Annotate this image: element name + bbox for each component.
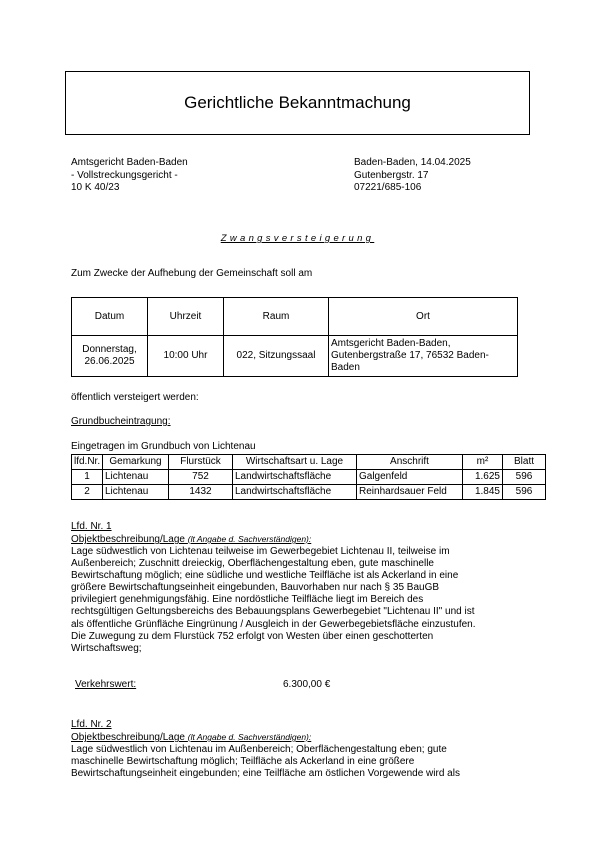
phone-number: 07221/685-106 [354, 182, 422, 193]
date-contact-block [354, 157, 471, 195]
schedule-datum [72, 336, 148, 377]
lfd1-line: Bewirtschaftung möglich; eine südliche und westliche Teilfläche ist als Ackerland in eine [71, 570, 459, 582]
lfd1-line: größere Bewirtschaftungseinheit eingebunden, Bauvorhaben nur nach § 35 BauGB [71, 582, 440, 594]
schedule-header-row [72, 298, 518, 336]
lfd1-heading: Lfd. Nr. 1 [71, 521, 112, 532]
lfd2-line: Lage südwestlich von Lichtenau im Außenbereich; Oberflächengestaltung eben; gute [71, 744, 447, 755]
court-address-block [71, 157, 188, 195]
schedule-uhrzeit: 10:00 Uhr [148, 336, 224, 377]
parcels-header-anschrift: Anschrift [357, 455, 463, 470]
parcels-header-flurstueck: Flurstück [169, 455, 233, 470]
lfd1-line: Lage südwestlich von Lichtenau teilweise im Gewerbegebiet Lichtenau II, teilweise im [71, 546, 450, 557]
parcels-header-wirtschaftsart: Wirtschaftsart u. Lage [233, 455, 357, 470]
parcels-header-gemarkung: Gemarkung [103, 455, 169, 470]
lfd1-verkehrswert-label: Verkehrswert: [75, 679, 137, 690]
parcels-header-m2: m² [463, 455, 503, 470]
parcel-nr: 1 [72, 470, 103, 485]
parcels-header-nr: lfd.Nr. [72, 455, 103, 470]
lfd2-description [71, 744, 523, 780]
parcel-m2: 1.845 [463, 485, 503, 500]
lfd2-objektbeschreibung [71, 731, 311, 744]
street-address: Gutenbergstr. 17 [354, 169, 429, 181]
lfd1-line: Außenbereich; Zuschnitt dreieckig, Oberflächengestaltung eben, gute maschinelle [71, 558, 434, 570]
schedule-header-ort: Ort [329, 298, 518, 336]
schedule-header-uhrzeit: Uhrzeit [148, 298, 224, 336]
schedule-row [72, 336, 518, 377]
schedule-table [71, 297, 518, 377]
lfd2-obj-hint: (lt Angabe d. Sachverständigen): [187, 732, 312, 742]
lfd1-line: Die Zuwegung zu dem Flurstück 752 erfolgt von Westen über einen geschotterten [71, 630, 434, 642]
parcel-nr: 2 [72, 485, 103, 500]
table-row [72, 470, 546, 485]
lfd1-description [71, 546, 523, 655]
parcel-flurstueck: 1432 [169, 485, 233, 500]
lfd1-line: als öffentliche Grünfläche Eingrünung / Ausgleich in der Gewerbegebietsfläche einzustufen. [71, 618, 476, 630]
place-date: Baden-Baden, 14.04.2025 [354, 157, 471, 168]
schedule-date: 26.06.2025 [84, 356, 135, 367]
parcel-flurstueck: 752 [169, 470, 233, 485]
lfd2-line: maschinelle Bewirtschaftung möglich; Teilfläche als Ackerland in eine größere [71, 756, 415, 768]
lfd1-objektbeschreibung [71, 533, 311, 546]
intro-text: Zum Zwecke der Aufhebung der Gemeinschaft soll am [71, 268, 313, 279]
schedule-header-datum: Datum [72, 298, 148, 336]
parcel-wirtschaftsart: Landwirtschaftsfläche [233, 485, 357, 500]
court-department: - Vollstreckungsgericht - [71, 169, 178, 181]
eingetragen-text: Eingetragen im Grundbuch von Lichtenau [71, 441, 256, 452]
lfd1-obj-hint: (lt Angabe d. Sachverständigen): [187, 534, 312, 544]
parcels-header-row [72, 455, 546, 470]
parcel-gemarkung: Lichtenau [103, 470, 169, 485]
parcel-blatt: 596 [503, 470, 546, 485]
lfd1-line: privilegiert genehmigungsfähig. Eine nordöstliche Teilfläche liegt im Bereich des [71, 594, 424, 606]
section-title: Zwangsversteigerung [220, 233, 375, 244]
parcel-blatt: 596 [503, 485, 546, 500]
parcel-anschrift: Galgenfeld [357, 470, 463, 485]
court-name: Amtsgericht Baden-Baden [71, 157, 188, 168]
schedule-raum: 022, Sitzungssaal [224, 336, 329, 377]
case-number: 10 K 40/23 [71, 182, 120, 193]
versteigert-text: öffentlich versteigert werden: [71, 392, 199, 403]
lfd1-line: rechtsgültigen Geltungsbereichs des Bebauungsplans Gewerbegebiet "Lichtenau II" und ist [71, 606, 475, 618]
grundbuch-heading: Grundbucheintragung: [71, 416, 171, 427]
lfd2-heading: Lfd. Nr. 2 [71, 719, 112, 730]
schedule-ort [329, 336, 518, 377]
schedule-header-raum: Raum [224, 298, 329, 336]
schedule-weekday: Donnerstag, [82, 344, 137, 355]
document-title-box [65, 71, 530, 135]
table-row [72, 485, 546, 500]
document-title: Gerichtliche Bekanntmachung [184, 93, 411, 112]
parcel-anschrift: Reinhardsauer Feld [357, 485, 463, 500]
parcel-wirtschaftsart: Landwirtschaftsfläche [233, 470, 357, 485]
lfd1-verkehrswert-value: 6.300,00 € [283, 679, 331, 690]
parcels-header-blatt: Blatt [503, 455, 546, 470]
schedule-ort-line-2: Gutenbergstraße 17, 76532 Baden-Baden [331, 350, 489, 373]
parcel-m2: 1.625 [463, 470, 503, 485]
parcels-table [71, 454, 546, 500]
parcel-gemarkung: Lichtenau [103, 485, 169, 500]
lfd1-obj-label: Objektbeschreibung/Lage [71, 534, 185, 545]
lfd2-line: Bewirtschaftungseinheit eingebunden; eine Teilfläche am östlichen Vorgewende wird als [71, 768, 460, 780]
lfd2-obj-label: Objektbeschreibung/Lage [71, 732, 185, 743]
lfd1-line: Wirtschaftsweg; [71, 642, 142, 654]
schedule-ort-line-1: Amtsgericht Baden-Baden, [331, 338, 451, 349]
